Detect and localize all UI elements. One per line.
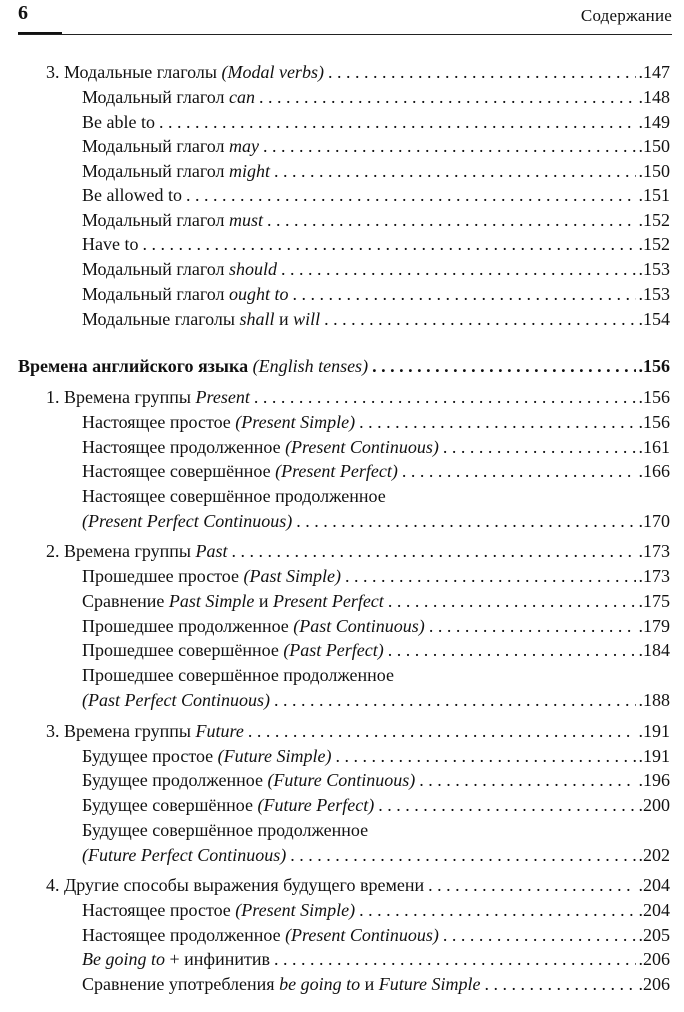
- toc-entry-other-future: 4. Другие способы выражения будущего времени . . . .204: [46, 873, 670, 897]
- page-header: [0, 0, 684, 40]
- toc-entry: Прошедшее простое (Past Simple) . . . .173: [82, 564, 670, 588]
- toc-entry: Настоящее совершённое (Present Perfect) . . . .166: [82, 459, 670, 483]
- toc-entry: (Present Perfect Continuous) . . . .170: [82, 509, 670, 533]
- toc-entry: (Future Perfect Continuous) . . . .202: [82, 843, 670, 867]
- toc-entry: Сравнение употребления be going to и Future Simple . . . .206: [82, 972, 670, 996]
- toc-entry-modal-verbs: 3. Модальные глаголы (Modal verbs) . . . .147: [46, 60, 670, 84]
- toc-entry: Модальный глагол ought to . . . .153: [82, 282, 670, 306]
- toc-entry: Будущее простое (Future Simple) . . . .191: [82, 744, 670, 768]
- toc-entry-future: 3. Времена группы Future . . . .191: [46, 719, 670, 743]
- toc-entry: Модальный глагол may . . . .150: [82, 134, 670, 158]
- toc-entry: Have to . . . .152: [82, 232, 670, 256]
- toc-entry: Настоящее простое (Present Simple) . . . .204: [82, 898, 670, 922]
- toc-entry: Be allowed to . . . .151: [82, 183, 670, 207]
- toc-entry: Модальный глагол must . . . .152: [82, 208, 670, 232]
- toc-entry-past: 2. Времена группы Past . . . .173: [46, 539, 670, 563]
- toc-entry: Модальные глаголы shall и will . . . .154: [82, 307, 670, 331]
- page-number: 6: [18, 2, 28, 24]
- toc-entry: Будущее совершённое (Future Perfect) . . . .200: [82, 793, 670, 817]
- running-head: Содержание: [580, 6, 672, 25]
- toc-entry: Прошедшее продолженное (Past Continuous) . . . .179: [82, 614, 670, 638]
- toc-entry: Прошедшее совершённое (Past Perfect) . . . .184: [82, 638, 670, 662]
- toc-entry-line1: Настоящее совершённое продолженное: [82, 486, 386, 506]
- toc-entry: Модальный глагол can . . . .148: [82, 85, 670, 109]
- toc-entry: Be going to + инфинитив . . . .206: [82, 947, 670, 971]
- toc-section-english-tenses: Времена английского языка (English tenses) . . . .156: [18, 354, 670, 378]
- toc-entry-present: 1. Времена группы Present . . . .156: [46, 385, 670, 409]
- toc-entry-line1: Прошедшее совершённое продолженное: [82, 665, 394, 685]
- toc-entry: Be able to . . . .149: [82, 110, 670, 134]
- toc-entry: Модальный глагол might . . . .150: [82, 159, 670, 183]
- toc-entry-line1: Будущее совершённое продолженное: [82, 820, 369, 840]
- toc-entry: (Past Perfect Continuous) . . . .188: [82, 688, 670, 712]
- header-rule: [18, 34, 672, 35]
- toc-entry: Сравнение Past Simple и Present Perfect . . . .175: [82, 589, 670, 613]
- toc-entry: Будущее продолженное (Future Continuous) . . . .196: [82, 768, 670, 792]
- toc-entry: Настоящее продолженное (Present Continuous) . . . .205: [82, 923, 670, 947]
- toc-entry: Настоящее продолженное (Present Continuous) . . . .161: [82, 435, 670, 459]
- toc-entry: Настоящее простое (Present Simple) . . . .156: [82, 410, 670, 434]
- toc-entry: Модальный глагол should . . . .153: [82, 257, 670, 281]
